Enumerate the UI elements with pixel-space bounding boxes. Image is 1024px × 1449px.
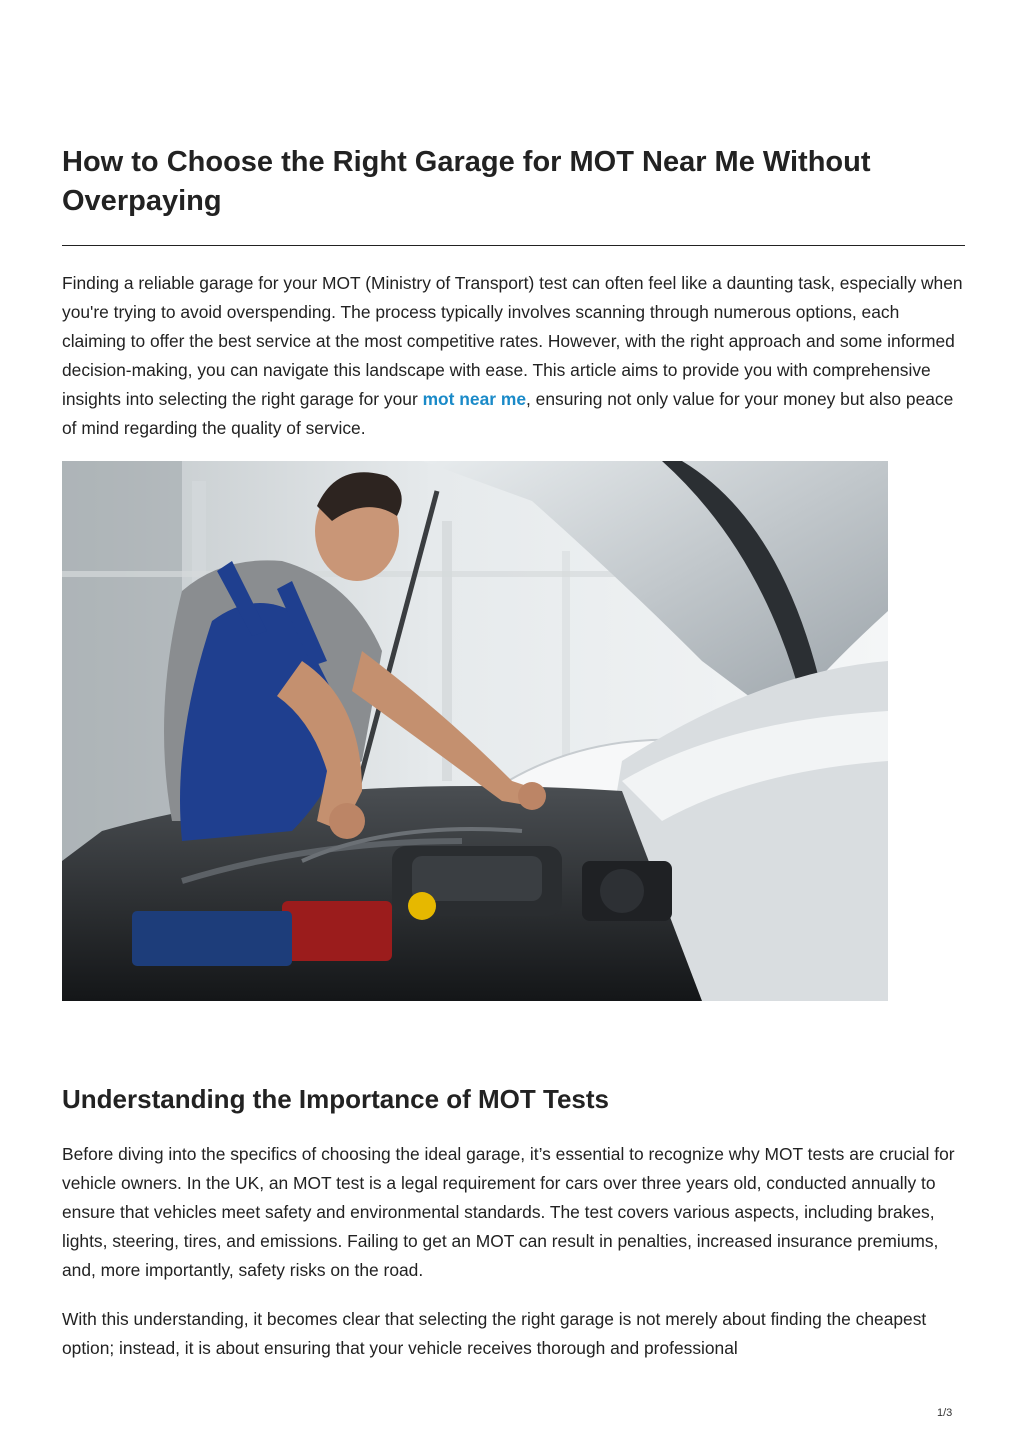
body-paragraph: Before diving into the specifics of choosing the ideal garage, it’s essential to recognize why MOT tests are crucial for vehicle owners. In the UK, an MOT test is a legal requirement for cars over three years old, conducted annually to ensure that vehicles meet safety and environmental standards. The test covers various aspects, including brakes, lights, steering, tires, and emissions. Failing to get an MOT can result in penalties, increased insurance premiums, and, more importantly, safety risks on the road.	[62, 1144, 955, 1280]
section-heading: Understanding the Importance of MOT Tests	[62, 1084, 610, 1114]
body-paragraph: With this understanding, it becomes clear that selecting the right garage is not merely about finding the cheapest option; instead, it is about ensuring that your vehicle receives thorough and professional	[62, 1309, 927, 1358]
article-title: How to Choose the Right Garage for MOT Near Me Without Overpaying	[62, 146, 871, 217]
mot-near-me-link[interactable]: mot near me	[422, 389, 526, 409]
page-number: 1/3	[937, 1407, 953, 1419]
intro-text-start: Finding a reliable garage for your MOT (Ministry of Transport) test can often feel like a daunting task, especially when you're trying to avoid overspending. The process typically involves scanning through numerous options, each claiming to offer the best service at the most competitive rates. However, with the right approach and some informed decision-making, you can navigate this landscape with ease. This article aims to provide you with comprehensive insights into selecting the right garage for your	[62, 273, 963, 409]
title-divider	[62, 245, 965, 246]
mechanic-photo	[62, 461, 888, 1001]
intro-paragraph	[62, 269, 965, 443]
intro-text-end: , ensuring not only value for your money but also peace of mind regarding the quality of service.	[62, 389, 954, 438]
